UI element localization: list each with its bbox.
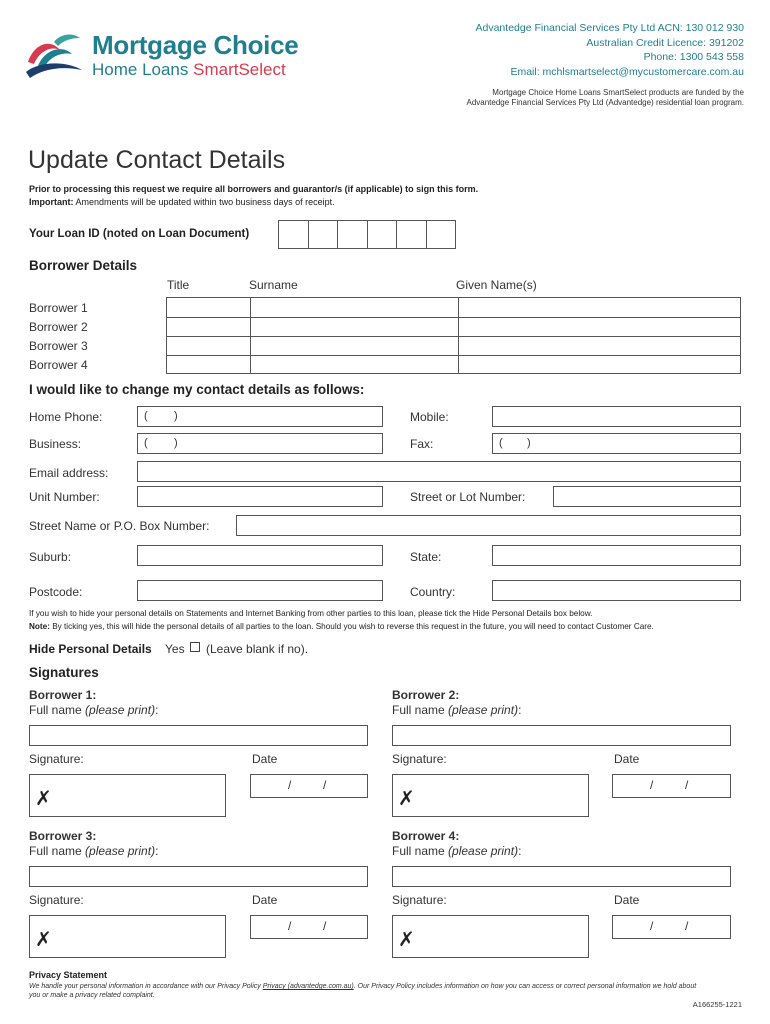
brand-logo: [24, 30, 324, 82]
full-name-suffix: :: [155, 844, 159, 858]
mobile-label: Mobile:: [410, 410, 449, 424]
col-title: Title: [167, 278, 190, 292]
borrower-row-label: Borrower 1: [29, 301, 88, 315]
state-label: State:: [410, 550, 442, 564]
business-label: Business:: [29, 437, 82, 451]
street-name-field[interactable]: [236, 515, 741, 536]
date-slash: /: [685, 919, 689, 933]
date-label: Date: [252, 893, 278, 907]
loan-id-digit[interactable]: [338, 221, 368, 248]
important-label: Important:: [29, 197, 74, 207]
paren-open: (: [144, 437, 148, 449]
borrower-row-label: Borrower 3: [29, 339, 88, 353]
intro-line: Prior to processing this request we require all borrowers and guarantor/s (if applicable) to sign this form.: [29, 184, 479, 194]
street-lot-field[interactable]: [553, 486, 741, 507]
logo-mark-icon: [24, 32, 86, 80]
table-divider: [167, 336, 740, 337]
paren-close: ): [174, 410, 178, 422]
paren-open: (: [499, 437, 503, 449]
hide-details-label: Hide Personal Details: [29, 642, 152, 656]
date-slash: /: [288, 919, 292, 933]
borrower-4-heading: Borrower 4:: [392, 829, 460, 843]
full-name-prefix: Full name: [392, 703, 449, 717]
header-company: Advantedge Financial Services Pty Ltd ACN: 130 012 930: [475, 22, 744, 34]
brand-name: Mortgage Choice: [92, 30, 299, 60]
full-name-prefix: Full name: [29, 844, 86, 858]
borrower-3-full-name-field[interactable]: [29, 866, 368, 887]
full-name-em: (please print): [448, 703, 519, 717]
date-slash: /: [685, 778, 689, 792]
borrower-1-heading: Borrower 1:: [29, 688, 97, 702]
home-phone-field[interactable]: [137, 406, 383, 427]
note-text: By ticking yes, this will hide the personal details of all parties to the loan. Should you wish to reverse this request in the future, you will need to contact Customer Care.: [49, 622, 654, 631]
fax-label: Fax:: [410, 437, 434, 451]
privacy-heading: Privacy Statement: [29, 970, 108, 980]
hide-leave-blank: (Leave blank if no).: [206, 642, 309, 656]
col-surname: Surname: [249, 278, 298, 292]
date-slash: /: [650, 919, 654, 933]
borrower-4-signature-box[interactable]: [392, 915, 589, 958]
col-given-names: Given Name(s): [456, 278, 537, 292]
contact-heading: I would like to change my contact details as follows:: [29, 382, 365, 397]
borrower-4-full-name-field[interactable]: [392, 866, 731, 887]
hide-yes-checkbox[interactable]: [190, 642, 200, 652]
hide-note: [29, 622, 654, 631]
sign-here-icon: ✗: [35, 788, 52, 810]
full-name-suffix: :: [518, 844, 522, 858]
borrower-1-full-name-field[interactable]: [29, 725, 368, 746]
unit-field[interactable]: [137, 486, 383, 507]
full-name-label: [392, 844, 521, 858]
header-note-2: Advantedge Financial Services Pty Ltd (Advantedge) residential loan program.: [466, 98, 744, 107]
signatures-heading: Signatures: [29, 665, 99, 680]
fax-field[interactable]: [492, 433, 741, 454]
borrower-2-full-name-field[interactable]: [392, 725, 731, 746]
sign-here-icon: ✗: [398, 929, 415, 951]
full-name-suffix: :: [518, 703, 522, 717]
page-title: Update Contact Details: [28, 146, 286, 174]
note-label: Note:: [29, 622, 50, 631]
full-name-em: (please print): [85, 703, 156, 717]
header-licence: Australian Credit Licence: 391202: [586, 37, 744, 49]
brand-subline: [92, 60, 286, 80]
signature-label: Signature:: [392, 752, 447, 766]
privacy-text-3: you or make a privacy related complaint.: [29, 992, 155, 999]
date-label: Date: [614, 893, 640, 907]
date-label: Date: [614, 752, 640, 766]
important-text: Amendments will be updated within two business days of receipt.: [73, 197, 335, 207]
intro-important: [29, 197, 335, 207]
suburb-label: Suburb:: [29, 550, 72, 564]
sign-here-icon: ✗: [398, 788, 415, 810]
header-email: Email: mchlsmartselect@mycustomercare.com.au: [510, 66, 744, 78]
signature-label: Signature:: [29, 893, 84, 907]
borrower-2-signature-box[interactable]: [392, 774, 589, 817]
full-name-prefix: Full name: [392, 844, 449, 858]
street-name-label: Street Name or P.O. Box Number:: [29, 519, 210, 533]
loan-id-digit[interactable]: [368, 221, 398, 248]
state-field[interactable]: [492, 545, 741, 566]
loan-id-digit[interactable]: [279, 221, 309, 248]
borrower-4-date-field[interactable]: [612, 915, 731, 939]
borrower-details-heading: Borrower Details: [29, 258, 138, 273]
street-lot-label: Street or Lot Number:: [410, 490, 526, 504]
country-label: Country:: [410, 585, 456, 599]
full-name-label: [392, 703, 521, 717]
full-name-label: [29, 844, 158, 858]
home-phone-label: Home Phone:: [29, 410, 103, 424]
date-slash: /: [323, 919, 327, 933]
borrower-2-heading: Borrower 2:: [392, 688, 460, 702]
header-phone: Phone: 1300 543 558: [643, 51, 744, 63]
borrower-3-signature-box[interactable]: [29, 915, 226, 958]
paren-open: (: [144, 410, 148, 422]
paren-close: ): [174, 437, 178, 449]
header-note-1: Mortgage Choice Home Loans SmartSelect products are funded by the: [492, 88, 744, 97]
hide-info: If you wish to hide your personal details on Statements and Internet Banking from other parties to this loan, please tick the Hide Personal Details box below.: [29, 609, 593, 618]
sign-here-icon: ✗: [35, 929, 52, 951]
hide-yes-label: Yes: [165, 642, 185, 656]
signature-label: Signature:: [392, 893, 447, 907]
privacy-text-1: We handle your personal information in accordance with our Privacy Policy: [29, 983, 263, 990]
table-divider: [167, 317, 740, 318]
postcode-field[interactable]: [137, 580, 383, 601]
brand-subline-prefix: Home Loans: [92, 60, 194, 79]
full-name-prefix: Full name: [29, 703, 86, 717]
borrower-3-heading: Borrower 3:: [29, 829, 97, 843]
borrower-table: [166, 297, 741, 374]
date-slash: /: [650, 778, 654, 792]
unit-label: Unit Number:: [29, 490, 100, 504]
date-slash: /: [323, 778, 327, 792]
loan-id-digit[interactable]: [397, 221, 427, 248]
full-name-em: (please print): [85, 844, 156, 858]
loan-id-digit[interactable]: [309, 221, 339, 248]
privacy-text-2: . Our Privacy Policy includes information on how you can access or correct personal information we hold about: [353, 983, 697, 990]
loan-id-label: Your Loan ID (noted on Loan Document): [29, 228, 250, 240]
full-name-em: (please print): [448, 844, 519, 858]
email-label: Email address:: [29, 466, 109, 480]
borrower-row-label: Borrower 2: [29, 320, 88, 334]
table-divider: [167, 355, 740, 356]
paren-close: ): [527, 437, 531, 449]
signature-label: Signature:: [29, 752, 84, 766]
full-name-label: [29, 703, 158, 717]
borrower-1-signature-box[interactable]: [29, 774, 226, 817]
footer-code: A166255-1221: [692, 1000, 742, 1009]
business-field[interactable]: [137, 433, 383, 454]
borrower-row-label: Borrower 4: [29, 358, 88, 372]
loan-id-digit[interactable]: [427, 221, 456, 248]
date-slash: /: [288, 778, 292, 792]
postcode-label: Postcode:: [29, 585, 83, 599]
privacy-text: [29, 983, 696, 990]
date-label: Date: [252, 752, 278, 766]
borrower-1-date-field[interactable]: [250, 774, 368, 798]
mobile-field[interactable]: [492, 406, 741, 427]
privacy-link[interactable]: Privacy (advantedge.com.au): [262, 983, 354, 990]
loan-id-boxes: [278, 220, 456, 249]
suburb-field[interactable]: [137, 545, 383, 566]
borrower-3-date-field[interactable]: [250, 915, 368, 939]
country-field[interactable]: [492, 580, 741, 601]
full-name-suffix: :: [155, 703, 159, 717]
brand-subline-highlight: SmartSelect: [193, 60, 286, 79]
email-field[interactable]: [137, 461, 741, 482]
borrower-2-date-field[interactable]: [612, 774, 731, 798]
